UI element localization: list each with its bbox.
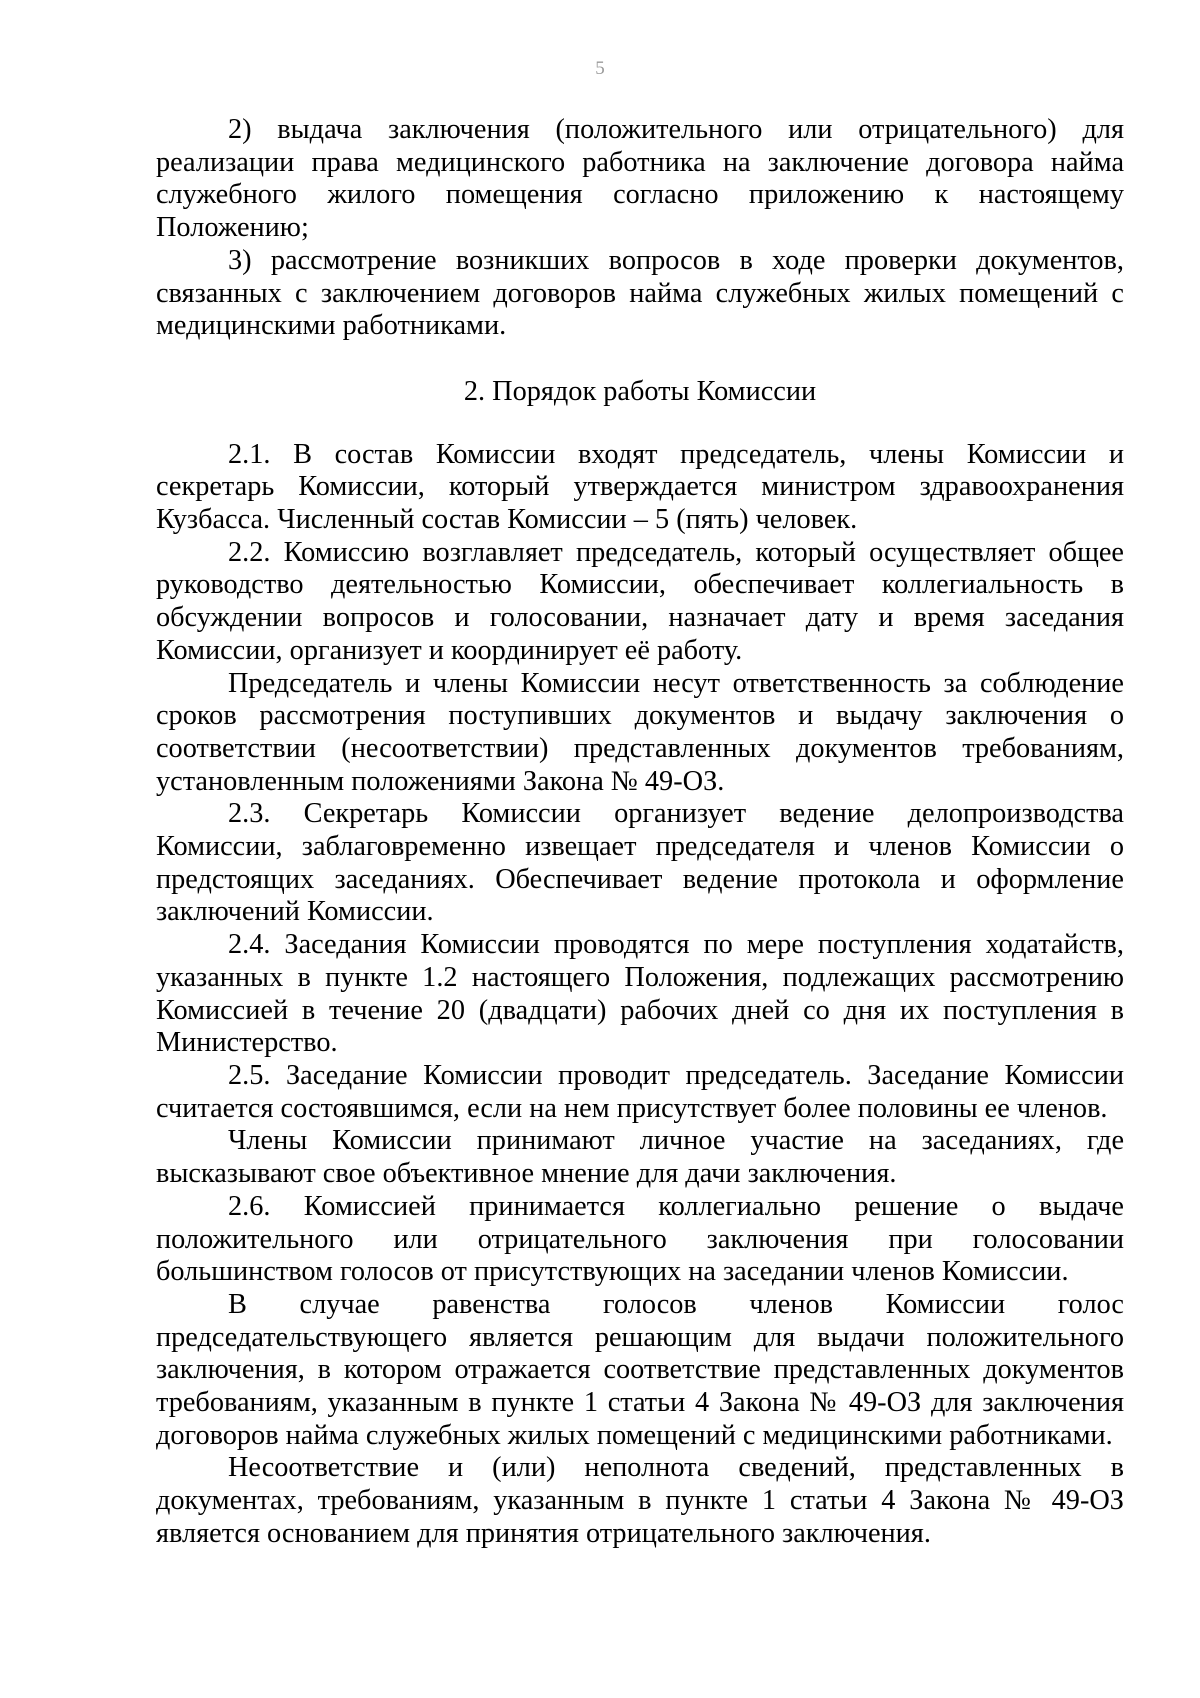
paragraph-2-1: 2.1. В состав Комиссии входят председатель, члены Комиссии и секретарь Комиссии, который утверждается министром здравоохранения Кузбасса. Численный состав Комиссии – 5 (пять) человек.	[156, 438, 1124, 536]
paragraph-2-2-responsibility: Председатель и члены Комиссии несут ответственность за соблюдение сроков рассмотрения поступивших документов и выдачу заключения о соответствии (несоответствии) представленных документов требованиям, установленным положениями Закона № 49-ОЗ.	[156, 667, 1124, 797]
paragraph-2-5: 2.5. Заседание Комиссии проводит председатель. Заседание Комиссии считается состоявшимся, если на нем присутствует более половины ее членов.	[156, 1059, 1124, 1124]
document-body	[156, 114, 1124, 1551]
paragraph-2-2: 2.2. Комиссию возглавляет председатель, который осуществляет общее руководство деятельностью Комиссии, обеспечивает коллегиальность в обсуждении вопросов и голосовании, назначает дату и время заседания Комиссии, организует и координирует её работу.	[156, 536, 1124, 666]
paragraph-item-2: 2) выдача заключения (положительного или отрицательного) для реализации права медицинского работника на заключение договора найма служебного жилого помещения согласно приложению к настоящему Положению;	[156, 114, 1124, 244]
paragraph-item-3: 3) рассмотрение возникших вопросов в ходе проверки документов, связанных с заключением договоров найма служебных жилых помещений с медицинскими работниками.	[156, 244, 1124, 342]
section-heading: 2. Порядок работы Комиссии	[463, 375, 817, 407]
paragraph-2-6: 2.6. Комиссией принимается коллегиально решение о выдаче положительного или отрицательного заключения при голосовании большинством голосов от присутствующих на заседании членов Комиссии.	[156, 1190, 1124, 1288]
paragraph-2-4: 2.4. Заседания Комиссии проводятся по мере поступления ходатайств, указанных в пункте 1.2 настоящего Положения, подлежащих рассмотрению Комиссией в течение 20 (двадцати) рабочих дней со дня их поступления в Министерство.	[156, 929, 1124, 1059]
paragraph-2-3: 2.3. Секретарь Комиссии организует ведение делопроизводства Комиссии, заблаговременно извещает председателя и членов Комиссии о предстоящих заседаниях. Обеспечивает ведение протокола и оформление заключений Комиссии.	[156, 798, 1124, 928]
page-number: 5	[595, 58, 605, 79]
paragraph-2-6-tie-vote: В случае равенства голосов членов Комиссии голос председательствующего является решающим для выдачи положительного заключения, в котором отражается соответствие представленных документов требованиям, указанным в пункте 1 статьи 4 Закона № 49-ОЗ для заключения договоров найма служебных жилых помещений с медицинскими работниками.	[156, 1288, 1124, 1451]
paragraph-2-6-negative-basis: Несоответствие и (или) неполнота сведений, представленных в документах, требованиям, указанным в пункте 1 статьи 4 Закона № 49-ОЗ является основанием для принятия отрицательного заключения.	[156, 1452, 1124, 1549]
paragraph-2-5-participation: Члены Комиссии принимают личное участие на заседаниях, где высказывают свое объективное мнение для дачи заключения.	[156, 1125, 1124, 1190]
